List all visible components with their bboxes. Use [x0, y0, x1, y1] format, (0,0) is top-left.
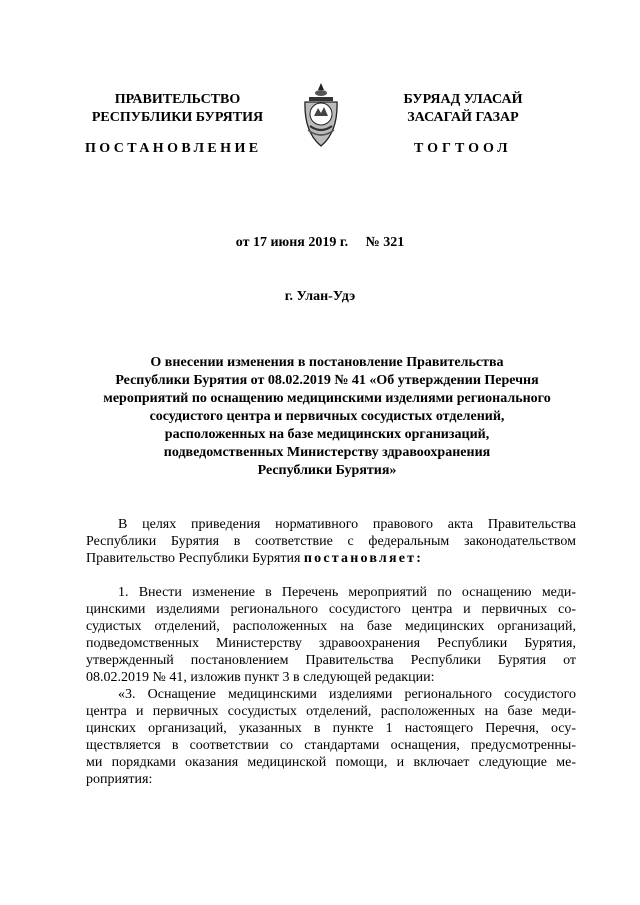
title-line: расположенных на базе медицинских организаций, [164, 427, 490, 442]
title-line: Республики Бурятия» [257, 463, 397, 478]
city-line: г. Улан-Удэ [284, 289, 356, 304]
issuer-left-line2: РЕСПУБЛИКИ БУРЯТИЯ [91, 110, 264, 125]
body-line: центра и первичных сосудистых отделений, расположенных на базе меди- [86, 704, 576, 719]
body-line: Республики Бурятия в соответствие с федеральным законодательством [86, 534, 576, 549]
body-line: цинскими изделиями регионального сосудистого центра и первичных со- [86, 602, 576, 617]
document-title [95, 354, 559, 480]
body-line: утвержденный постановлением Правительства Республики Бурятия от [86, 653, 576, 668]
date-number-line: от 17 июня 2019 г. № 321 [235, 235, 405, 250]
title-line: подведомственных Министерству здравоохранения [163, 445, 491, 460]
title-line: О внесении изменения в постановление Правительства [150, 355, 504, 370]
body-line: ми порядками оказания медицинской помощи, и включает следующие ме- [86, 755, 576, 770]
issuer-right-line2: ЗАСАГАЙ ГАЗАР [407, 110, 519, 125]
clause-1-paragraph [86, 584, 576, 788]
body-line [86, 550, 576, 567]
body-line: цинских организаций, указанных в пункте 1 настоящего Перечня, осу- [86, 721, 576, 736]
title-line: Республики Бурятия от 08.02.2019 № 41 «Об утверждении Перечня [115, 373, 539, 388]
title-line: сосудистого центра и первичных сосудистых отделений, [149, 409, 505, 424]
body-line: подведомственных Министерству здравоохранения Республики Бурятия, [86, 636, 576, 651]
issuer-left-line1: ПРАВИТЕЛЬСТВО [114, 92, 241, 107]
resolves-word: постановляет: [303, 551, 424, 566]
body-line: 08.02.2019 № 41, изложив пункт 3 в следующей редакции: [86, 670, 435, 685]
preamble-paragraph [86, 516, 576, 567]
body-line: «3. Оснащение медицинскими изделиями регионального сосудистого [118, 687, 576, 702]
doc-type-left: ПОСТАНОВЛЕНИЕ [85, 141, 262, 156]
body-line: ществляется в соответствии со стандартами оснащения, предусмотренны- [86, 738, 576, 753]
coat-of-arms-emblem [300, 80, 342, 150]
body-line: роприятия: [86, 772, 153, 787]
title-line: мероприятий по оснащению медицинскими изделиями регионального [103, 391, 551, 406]
body-line: 1. Внести изменение в Перечень мероприятий по оснащению меди- [118, 585, 576, 600]
resolution-text: Правительство Республики Бурятия [86, 551, 304, 566]
issuer-right-line1: БУРЯАД УЛАСАЙ [403, 92, 523, 107]
issuer-right [383, 91, 543, 127]
doc-type-right: ТОГТООЛ [414, 141, 512, 156]
issuer-left [85, 91, 270, 127]
body-line: В целях приведения нормативного правового акта Правительства [118, 517, 576, 532]
body-line: судистых отделений, расположенных на базе медицинских организаций, [86, 619, 576, 634]
